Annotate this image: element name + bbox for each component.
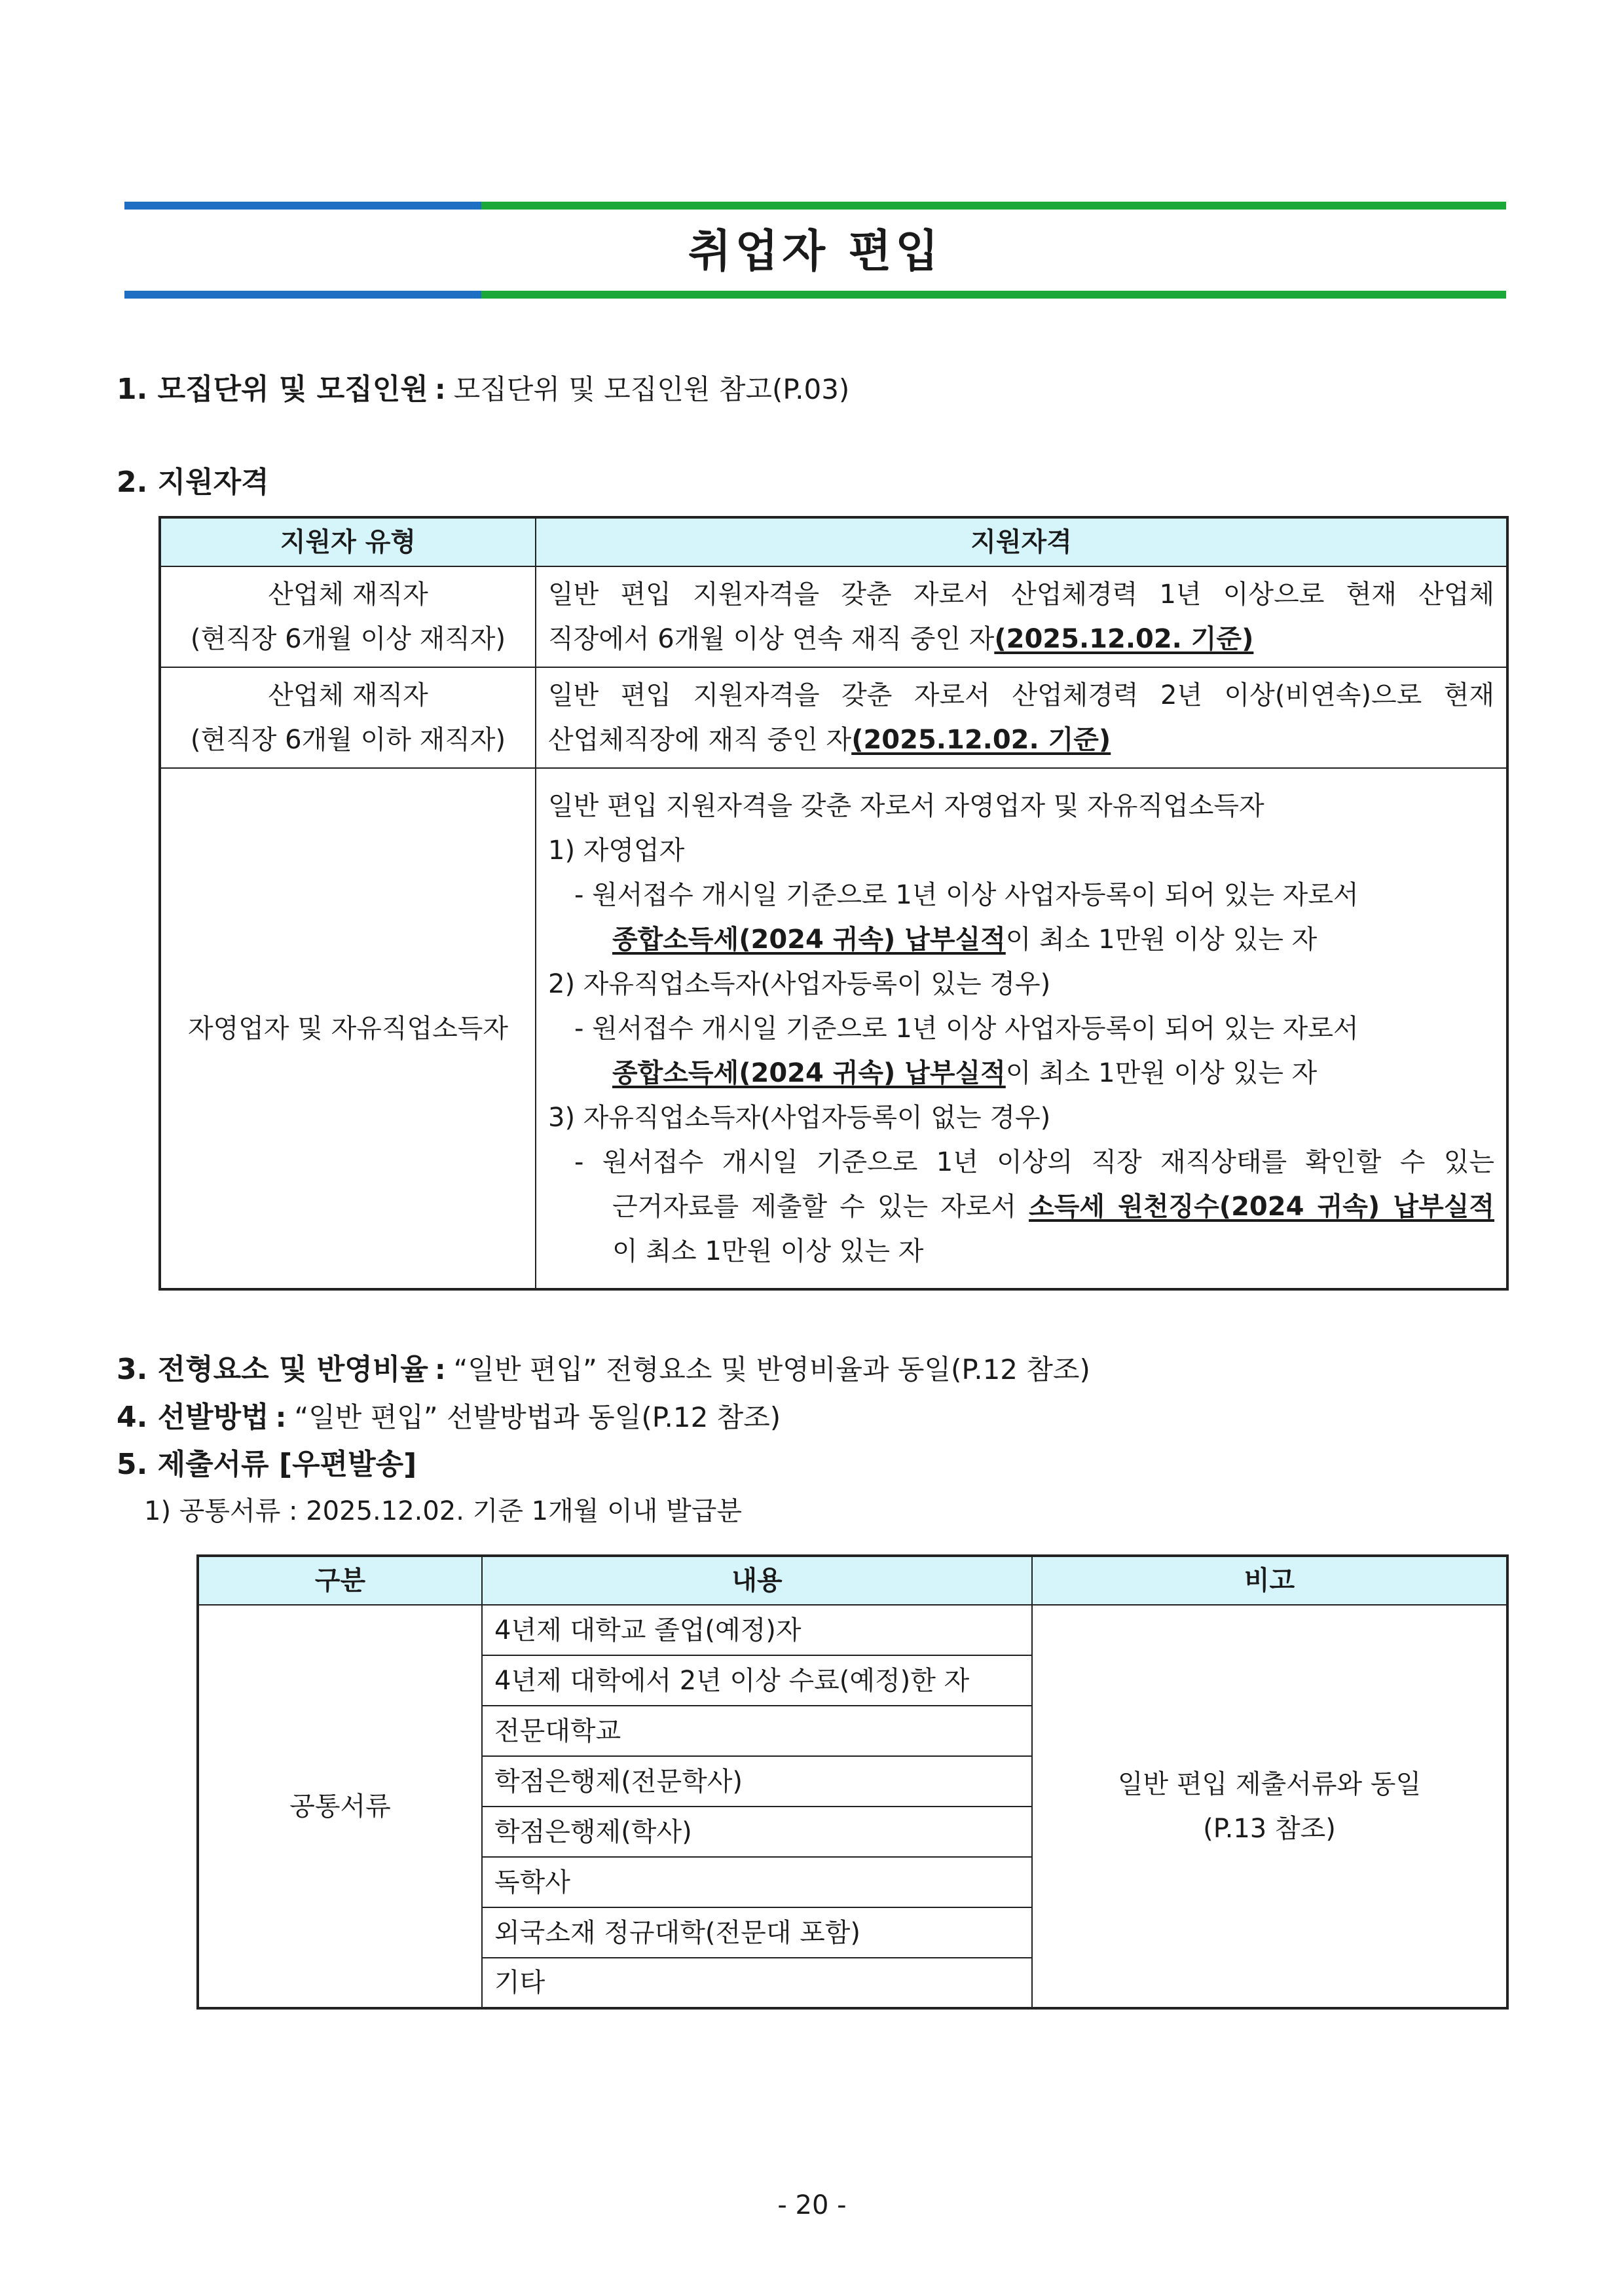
applicant-type-cell: 자영업자 및 자유직업소득자 <box>160 768 536 1289</box>
document-item: 독학사 <box>482 1857 1032 1907</box>
title-top-rule <box>124 202 1506 210</box>
eligibility-date: (2025.12.02. 기준) <box>851 725 1111 755</box>
table-header-row <box>160 517 1507 566</box>
header-eligibility: 지원자격 <box>536 517 1507 566</box>
section-1-text: 모집단위 및 모집인원 참고(P.03) <box>453 373 850 405</box>
type-line: (현직장 6개월 이하 재직자) <box>190 725 506 755</box>
type-line: 산업체 재직자 <box>268 680 428 710</box>
section-4-text: “일반 편입” 선발방법과 동일(P.12 참조) <box>294 1401 781 1433</box>
document-item: 외국소재 정규대학(전문대 포함) <box>482 1907 1032 1958</box>
table-row <box>160 667 1507 768</box>
eligibility-emphasis: 종합소득세(2024 귀속) 납부실적 <box>612 924 1006 955</box>
table-row <box>160 566 1507 667</box>
section-3-separator: : <box>434 1353 446 1386</box>
eligibility-text: 근거자료를 제출할 수 있는 자로서 <box>612 1191 1017 1222</box>
eligibility-line: 일반 편입 지원자격을 갖춘 자로서 자영업자 및 자유직업소득자 <box>548 790 1264 821</box>
table-row <box>198 1605 1507 1655</box>
eligibility-line <box>548 1051 1494 1095</box>
section-5-subheading: 1) 공통서류 : 2025.12.02. 기준 1개월 이내 발급분 <box>144 1496 743 1526</box>
eligibility-cell <box>536 566 1507 667</box>
applicant-type-cell <box>160 566 536 667</box>
page-title: 취업자 편입 <box>688 226 943 278</box>
section-4-heading: 4. 선발방법 <box>117 1401 269 1434</box>
eligibility-line: - 원서접수 개시일 기준으로 1년 이상 사업자등록이 되어 있는 자로서 <box>574 1013 1359 1044</box>
eligibility-line <box>548 617 1494 661</box>
document-item: 학점은행제(학사) <box>482 1807 1032 1857</box>
section-5-heading: 5. 제출서류 [우편발송] <box>117 1448 417 1481</box>
remarks-cell <box>1032 1605 1507 2008</box>
header-contents: 내용 <box>482 1556 1032 1605</box>
eligibility-date: (2025.12.02. 기준) <box>994 624 1254 654</box>
document-item: 4년제 대학교 졸업(예정)자 <box>482 1605 1032 1655</box>
page-number: - 20 - <box>777 2190 847 2220</box>
document-item: 4년제 대학에서 2년 이상 수료(예정)한 자 <box>482 1655 1032 1706</box>
section-4 <box>117 1393 781 1435</box>
type-line: (현직장 6개월 이상 재직자) <box>190 624 506 654</box>
documents-table <box>196 1554 1509 2010</box>
eligibility-text: 직장에서 6개월 이상 연속 재직 중인 자 <box>548 624 995 654</box>
header-applicant-type: 지원자 유형 <box>160 517 536 566</box>
eligibility-line: 2) 자유직업소득자(사업자등록이 있는 경우) <box>548 968 1051 999</box>
section-1-heading: 1. 모집단위 및 모집인원 <box>117 373 428 406</box>
eligibility-line: 일반 편입 지원자격을 갖춘 자로서 산업체경력 1년 이상으로 현재 산업체 <box>548 579 1494 610</box>
eligibility-line <box>548 917 1494 962</box>
eligibility-emphasis: 소득세 원천징수(2024 귀속) 납부실적 <box>1029 1191 1494 1222</box>
category-cell: 공통서류 <box>198 1605 482 2008</box>
eligibility-line: 이 최소 1만원 이상 있는 자 <box>612 1236 924 1266</box>
eligibility-line: 3) 자유직업소득자(사업자등록이 없는 경우) <box>548 1102 1051 1133</box>
remarks-line: (P.13 참조) <box>1203 1813 1336 1844</box>
table-row <box>160 768 1507 1289</box>
section-1 <box>117 365 849 407</box>
section-4-separator: : <box>275 1401 287 1433</box>
section-2 <box>117 458 269 500</box>
document-item: 기타 <box>482 1958 1032 2008</box>
applicant-type-cell <box>160 667 536 768</box>
title-rule-green-segment <box>481 291 1506 299</box>
eligibility-line: 1) 자영업자 <box>548 835 685 866</box>
eligibility-cell <box>536 667 1507 768</box>
eligibility-line: - 원서접수 개시일 기준으로 1년 이상의 직장 재직상태를 확인할 수 있는 <box>574 1147 1494 1177</box>
document-item: 학점은행제(전문학사) <box>482 1756 1032 1807</box>
eligibility-line <box>548 1184 1494 1229</box>
title-rule-blue-segment <box>124 291 481 299</box>
eligibility-text: 이 최소 1만원 이상 있는 자 <box>1005 1057 1318 1088</box>
eligibility-line: 일반 편입 지원자격을 갖춘 자로서 산업체경력 2년 이상(비연속)으로 현재 <box>548 680 1494 710</box>
eligibility-line: - 원서접수 개시일 기준으로 1년 이상 사업자등록이 되어 있는 자로서 <box>574 879 1359 910</box>
header-remarks: 비고 <box>1032 1556 1507 1605</box>
table-header-row <box>198 1556 1507 1605</box>
eligibility-table <box>158 516 1509 1291</box>
document-item: 전문대학교 <box>482 1706 1032 1756</box>
eligibility-text: 산업체직장에 재직 중인 자 <box>548 725 852 755</box>
remarks-line: 일반 편입 제출서류와 동일 <box>1117 1769 1422 1799</box>
title-rule-blue-segment <box>124 202 481 210</box>
section-3 <box>117 1346 1090 1387</box>
section-5 <box>117 1441 416 1482</box>
section-3-text: “일반 편입” 전형요소 및 반영비율과 동일(P.12 참조) <box>453 1353 1090 1386</box>
title-bottom-rule <box>124 291 1506 299</box>
section-2-heading: 2. 지원자격 <box>117 466 269 499</box>
title-rule-green-segment <box>481 202 1506 210</box>
eligibility-line <box>548 718 1494 762</box>
section-1-separator: : <box>434 373 446 405</box>
header-category: 구분 <box>198 1556 482 1605</box>
eligibility-cell <box>536 768 1507 1289</box>
type-line: 산업체 재직자 <box>268 579 428 610</box>
eligibility-text: 이 최소 1만원 이상 있는 자 <box>1005 924 1318 955</box>
section-3-heading: 3. 전형요소 및 반영비율 <box>117 1353 428 1386</box>
eligibility-emphasis: 종합소득세(2024 귀속) 납부실적 <box>612 1057 1006 1088</box>
